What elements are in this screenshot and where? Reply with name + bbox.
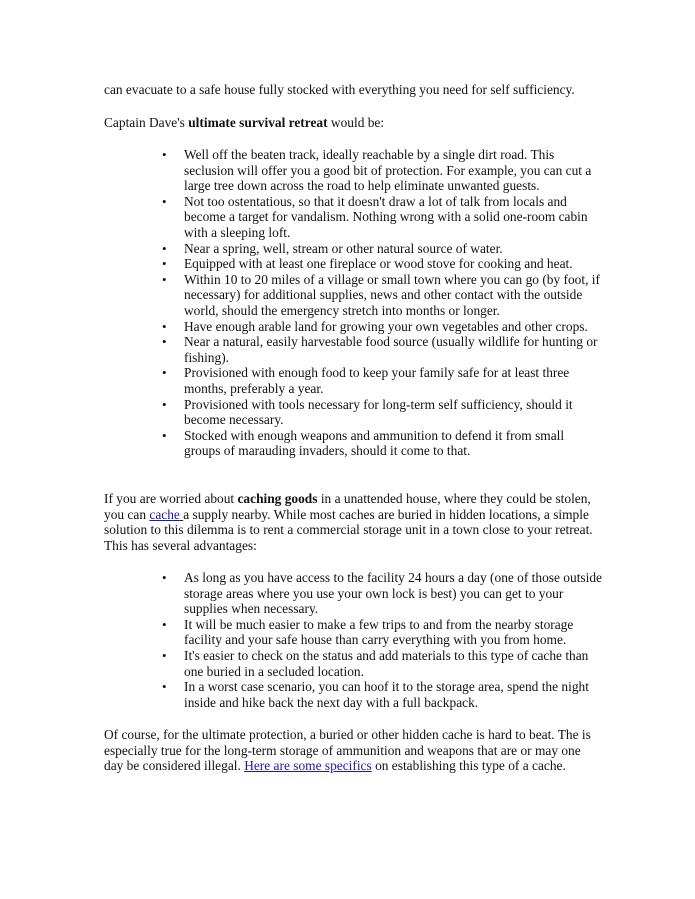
list-item: • As long as you have access to the facility 24 hours a day (one of those outside storage areas where you use your own lock is best) you can get to your supplies when necessary. — [162, 570, 602, 617]
list-item: • Have enough arable land for growing your own vegetables and other crops. — [162, 319, 602, 335]
list-item: • Not too ostentatious, so that it doesn't draw a lot of talk from locals and become a target for vandalism. Nothing wrong with a solid one-room cabin with a sleeping loft. — [162, 194, 602, 241]
list-item: • Near a natural, easily harvestable food source (usually wildlife for hunting or fishing). — [162, 334, 602, 365]
caching-part1: If you are worried about — [104, 491, 238, 506]
list-item: • Provisioned with tools necessary for long-term self sufficiency, should it become necessary. — [162, 397, 602, 428]
intro-line: can evacuate to a safe house fully stocked with everything you need for self sufficiency. — [104, 82, 575, 97]
caching-part2: in a unattended house, where they could be stolen, you can — [104, 491, 591, 522]
list-item: • Provisioned with enough food to keep your family safe for at least three months, preferably a year. — [162, 365, 602, 396]
retreat-list — [162, 147, 602, 459]
closing-paragraph — [104, 727, 600, 774]
caching-bold: caching goods — [237, 491, 318, 506]
retreat-heading-suffix: would be: — [327, 115, 385, 130]
closing-part2: on establishing this type of a cache. — [371, 758, 566, 774]
storage-list — [162, 570, 602, 710]
closing-part1: Of course, for the ultimate protection, a buried or other hidden cache is hard to beat. The is especially true for the long-term storage of ammunition and weapons that are or may one day be considered illegal. — [104, 727, 591, 774]
specifics-link[interactable]: Here are some specifics — [244, 758, 372, 774]
cache-link[interactable]: cache — [149, 506, 184, 522]
list-item: • Near a spring, well, stream or other natural source of water. — [162, 241, 602, 257]
list-item: • Stocked with enough weapons and ammunition to defend it from small groups of marauding invaders, should it come to that. — [162, 428, 602, 459]
list-item: • Equipped with at least one fireplace or wood stove for cooking and heat. — [162, 256, 602, 272]
list-item: • It will be much easier to make a few trips to and from the nearby storage facility and your safe house than carry everything with you from home. — [162, 617, 602, 648]
retreat-heading-prefix: Captain Dave's — [104, 115, 189, 130]
retreat-heading-bold: ultimate survival retreat — [188, 115, 328, 130]
list-item: • Well off the beaten track, ideally reachable by a single dirt road. This seclusion will offer you a good bit of protection. For example, you can cut a large tree down across the road to help eliminate unwanted guests. — [162, 147, 602, 194]
list-item: • It's easier to check on the status and add materials to this type of cache than one buried in a secluded location. — [162, 648, 602, 679]
caching-paragraph — [104, 491, 600, 553]
retreat-heading — [104, 115, 600, 131]
list-item: • In a worst case scenario, you can hoof it to the storage area, spend the night inside and hike back the next day with a full backpack. — [162, 679, 602, 710]
caching-part3: a supply nearby. While most caches are buried in hidden locations, a simple solution to this dilemma is to rent a commercial storage unit in a town close to your retreat. This has several advantages: — [104, 506, 593, 553]
list-item: • Within 10 to 20 miles of a village or small town where you can go (by foot, if necessary) for additional supplies, news and other contact with the outside world, should the emergency stretch into months or longer. — [162, 272, 602, 319]
